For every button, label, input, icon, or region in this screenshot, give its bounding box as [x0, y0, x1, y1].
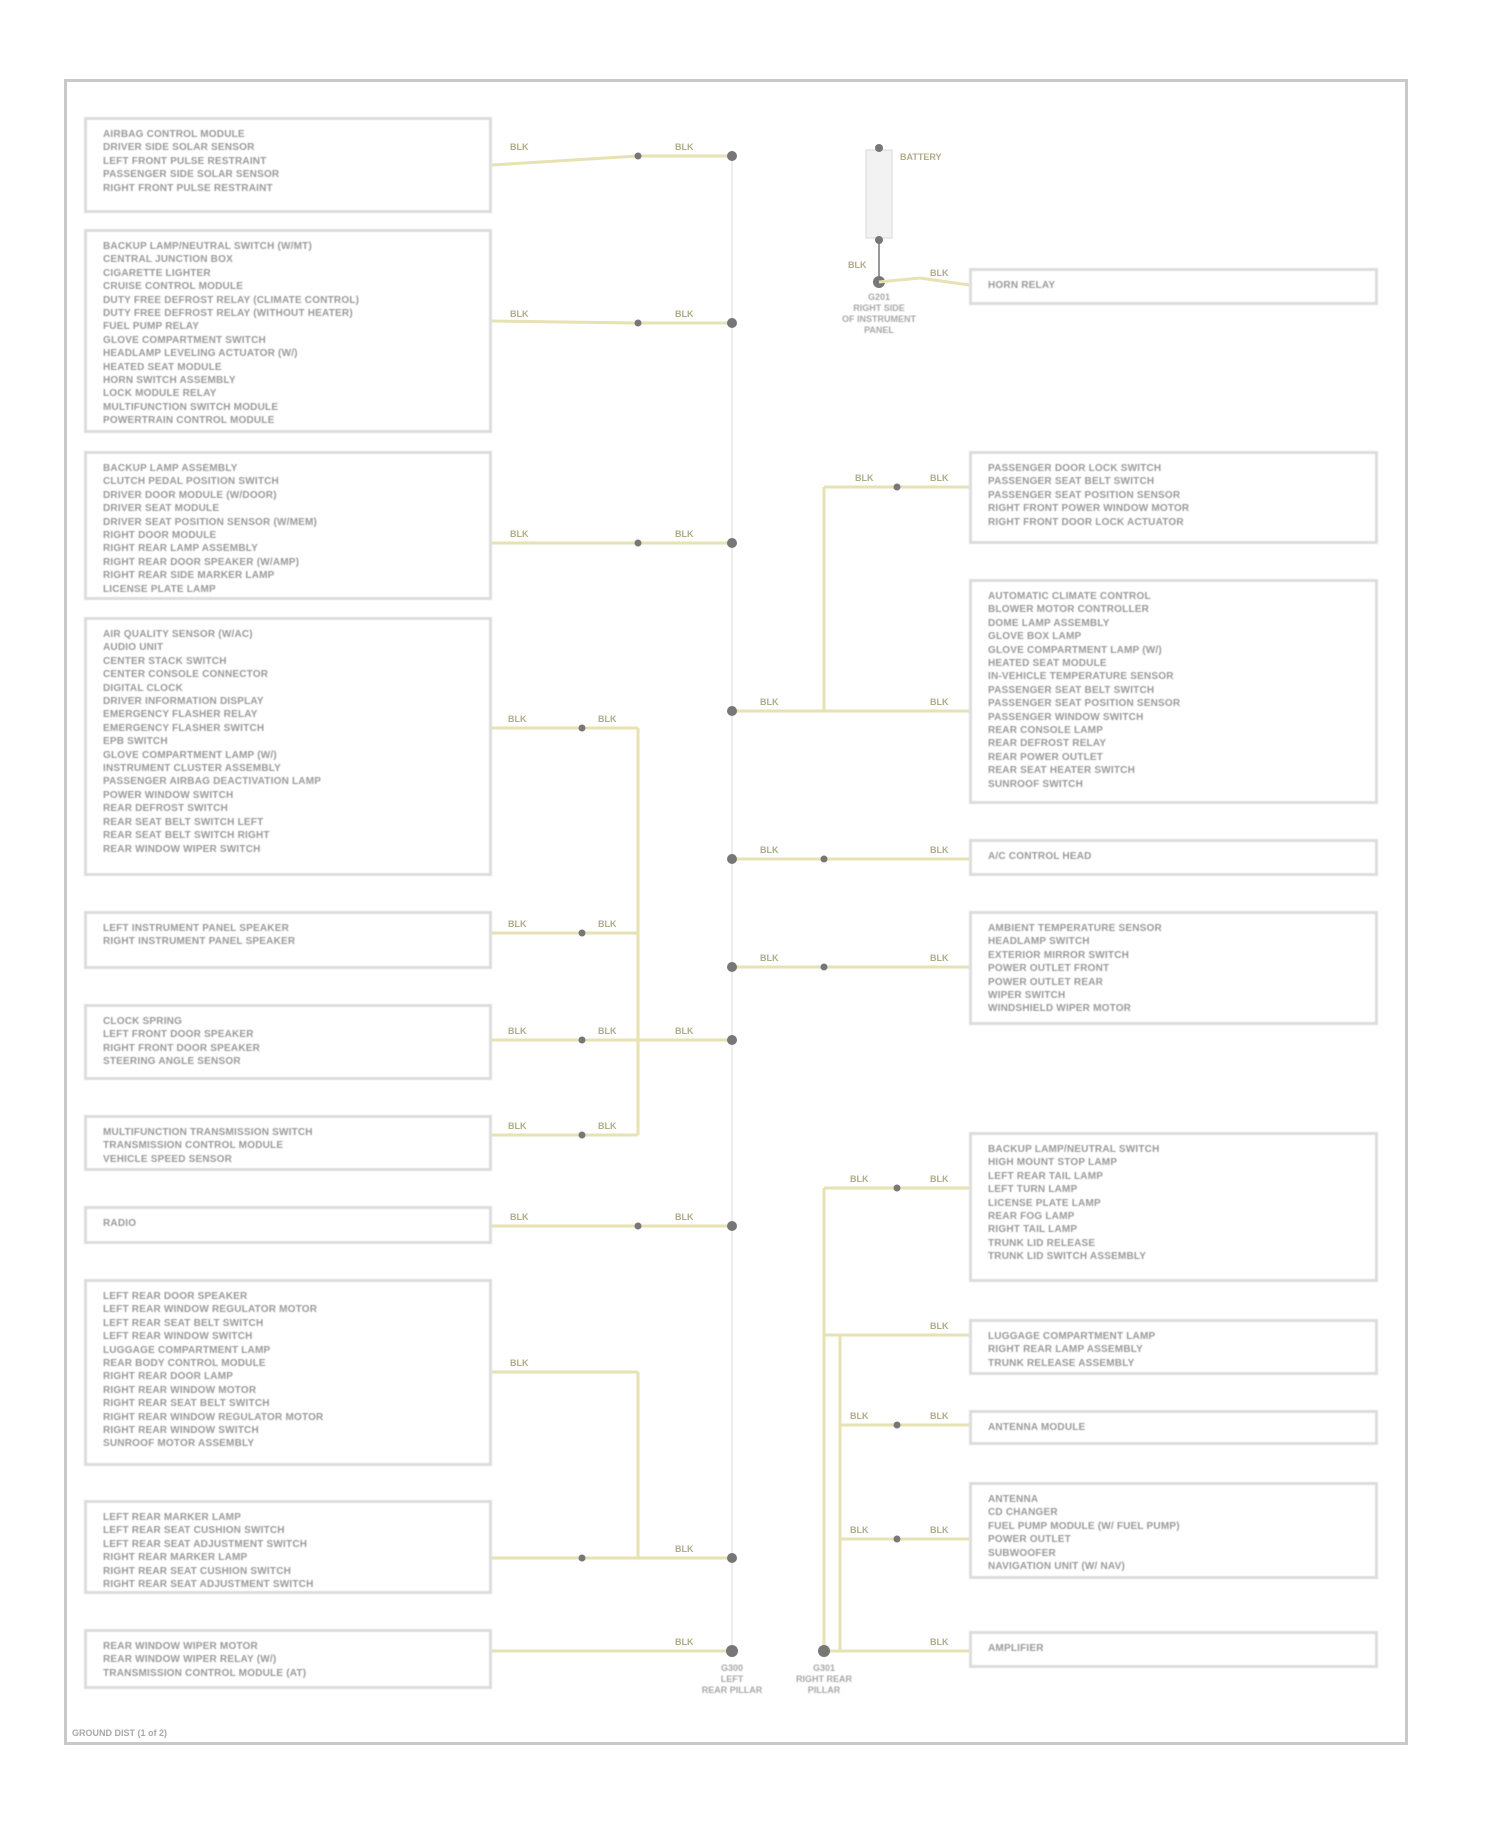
component-name: POWER WINDOW SWITCH — [103, 789, 234, 801]
component-name: RIGHT INSTRUMENT PANEL SPEAKER — [103, 936, 296, 948]
wire-color-label: BLK — [510, 309, 529, 319]
ground-label-line: RIGHT REAR — [796, 1674, 852, 1684]
component-box — [84, 117, 492, 213]
ground-label — [824, 292, 934, 336]
component-name: RIGHT REAR DOOR LAMP — [103, 1371, 234, 1383]
component-name: LEFT FRONT PULSE RESTRAINT — [103, 155, 267, 167]
component-name: EXTERIOR MIRROR SWITCH — [988, 949, 1130, 961]
bus-junction-dot — [727, 706, 737, 716]
component-name: RIGHT REAR SEAT CUSHION SWITCH — [103, 1565, 292, 1577]
wire-color-label: BLK — [598, 1026, 617, 1036]
component-name: CLUTCH PEDAL POSITION SWITCH — [103, 476, 279, 488]
component-name: RIGHT REAR SIDE MARKER LAMP — [103, 570, 275, 582]
component-name: GLOVE COMPARTMENT SWITCH — [103, 334, 266, 346]
wire-color-label: BLK — [850, 1525, 869, 1535]
component-box — [84, 229, 492, 433]
wire-color-label: BLK — [850, 1411, 869, 1421]
component-name: LEFT INSTRUMENT PANEL SPEAKER — [103, 923, 289, 934]
component-box — [969, 1319, 1378, 1375]
wire-color-label: BLK — [598, 919, 617, 929]
component-name: REAR SEAT BELT SWITCH RIGHT — [103, 830, 270, 842]
component-name: TRUNK LID SWITCH ASSEMBLY — [988, 1251, 1147, 1263]
splice-dot — [821, 964, 828, 971]
component-name: RIGHT REAR MARKER LAMP — [103, 1552, 248, 1564]
wire-color-label: BLK — [760, 845, 779, 855]
splice-dot — [579, 1555, 586, 1562]
wire-color-label: BLK — [930, 1174, 949, 1184]
component-name: RIGHT FRONT PULSE RESTRAINT — [103, 182, 273, 194]
component-name: GLOVE COMPARTMENT LAMP (W/) — [103, 749, 277, 761]
component-name: ANTENNA — [988, 1494, 1039, 1505]
component-name: RIGHT FRONT POWER WINDOW MOTOR — [988, 503, 1190, 515]
component-name: RIGHT REAR LAMP ASSEMBLY — [103, 543, 259, 555]
wire — [492, 156, 638, 165]
component-name: RIGHT TAIL LAMP — [988, 1224, 1078, 1236]
wire — [492, 321, 638, 323]
component-box — [969, 451, 1378, 544]
splice-dot — [821, 856, 828, 863]
wire-color-label: BLK — [675, 1544, 694, 1554]
component-name: LOCK MODULE RELAY — [103, 388, 217, 400]
wire-color-label: BLK — [675, 309, 694, 319]
wire-color-label: BLK — [930, 845, 949, 855]
component-name: HORN RELAY — [988, 280, 1056, 291]
component-name: RIGHT REAR DOOR SPEAKER (W/AMP) — [103, 556, 300, 568]
bus-junction-dot — [727, 1221, 737, 1231]
component-box — [84, 911, 492, 969]
wire-color-label: BLK — [930, 697, 949, 707]
wire-color-label: BLK — [675, 1212, 694, 1222]
wire-color-label: BLK — [508, 919, 527, 929]
wire-color-label: BLK — [508, 714, 527, 724]
component-name: HEADLAMP SWITCH — [988, 936, 1090, 948]
component-name: DOME LAMP ASSEMBLY — [988, 617, 1110, 629]
ground-label-line: G301 — [812, 1663, 836, 1673]
component-name: SUNROOF MOTOR ASSEMBLY — [103, 1438, 255, 1450]
component-name: EMERGENCY FLASHER SWITCH — [103, 722, 265, 734]
component-name: CRUISE CONTROL MODULE — [103, 281, 244, 293]
component-name: WINDSHIELD WIPER MOTOR — [988, 1003, 1132, 1015]
ground-symbol-icon — [818, 1645, 830, 1657]
component-name: RIGHT REAR SEAT ADJUSTMENT SWITCH — [103, 1579, 314, 1591]
component-name: BLOWER MOTOR CONTROLLER — [988, 604, 1150, 616]
wire-color-label: BLK — [510, 1358, 529, 1368]
component-name: POWER OUTLET REAR — [988, 976, 1104, 988]
component-name: REAR DEFROST SWITCH — [103, 803, 228, 815]
component-name: LEFT REAR SEAT CUSHION SWITCH — [103, 1525, 285, 1537]
wire — [879, 278, 920, 282]
component-box — [84, 1500, 492, 1594]
component-box — [969, 1410, 1378, 1445]
component-name: LEFT REAR SEAT BELT SWITCH — [103, 1317, 264, 1329]
component-name: NAVIGATION UNIT (W/ NAV) — [988, 1561, 1126, 1573]
splice-dot — [894, 1422, 901, 1429]
component-name: PASSENGER SEAT POSITION SENSOR — [988, 698, 1181, 710]
cable-label: BLK — [848, 260, 867, 270]
component-name: A/C CONTROL HEAD — [988, 851, 1092, 862]
wire-color-label: BLK — [930, 268, 949, 278]
component-name: AMPLIFIER — [988, 1643, 1044, 1654]
component-name: HEATED SEAT MODULE — [103, 361, 222, 373]
component-name: LUGGAGE COMPARTMENT LAMP — [988, 1331, 1156, 1342]
component-name: WIPER SWITCH — [988, 990, 1066, 1002]
component-name: DRIVER INFORMATION DISPLAY — [103, 696, 264, 708]
component-name: REAR WINDOW WIPER MOTOR — [103, 1641, 258, 1652]
component-name: PASSENGER AIRBAG DEACTIVATION LAMP — [103, 776, 322, 788]
component-name: LEFT TURN LAMP — [988, 1184, 1078, 1196]
component-name: CENTRAL JUNCTION BOX — [103, 254, 233, 266]
component-name: DRIVER SEAT MODULE — [103, 503, 220, 515]
component-name: POWERTRAIN CONTROL MODULE — [103, 415, 275, 427]
component-box — [969, 579, 1378, 804]
splice-dot — [579, 1037, 586, 1044]
component-name: RIGHT REAR SEAT BELT SWITCH — [103, 1398, 270, 1410]
component-name: DUTY FREE DEFROST RELAY (WITHOUT HEATER) — [103, 308, 353, 320]
component-name: GLOVE BOX LAMP — [988, 631, 1082, 643]
component-name: SUBWOOFER — [988, 1547, 1056, 1559]
component-name: AIRBAG CONTROL MODULE — [103, 129, 245, 140]
component-box — [84, 1279, 492, 1466]
component-name: DRIVER SIDE SOLAR SENSOR — [103, 142, 255, 154]
battery-icon — [866, 150, 892, 238]
component-name: REAR WINDOW WIPER SWITCH — [103, 843, 261, 855]
wire-color-label: BLK — [930, 473, 949, 483]
component-name: AIR QUALITY SENSOR (W/AC) — [103, 629, 253, 640]
component-name: CIGARETTE LIGHTER — [103, 267, 211, 279]
component-name: GLOVE COMPARTMENT LAMP (W/) — [988, 644, 1162, 656]
component-name: LEFT REAR WINDOW SWITCH — [103, 1331, 253, 1343]
component-name: LEFT REAR DOOR SPEAKER — [103, 1291, 248, 1302]
component-name: HIGH MOUNT STOP LAMP — [988, 1157, 1118, 1169]
wire-color-label: BLK — [508, 1026, 527, 1036]
component-name: AUDIO UNIT — [103, 642, 164, 654]
bus-junction-dot — [727, 1035, 737, 1045]
splice-dot — [579, 930, 586, 937]
component-name: REAR POWER OUTLET — [988, 751, 1104, 763]
bus-junction-dot — [727, 962, 737, 972]
component-name: RADIO — [103, 1218, 137, 1229]
splice-dot — [894, 484, 901, 491]
component-name: PASSENGER SEAT BELT SWITCH — [988, 476, 1155, 488]
component-name: TRUNK LID RELEASE — [988, 1237, 1096, 1249]
component-name: REAR SEAT HEATER SWITCH — [988, 765, 1136, 777]
wire-color-label: BLK — [930, 1321, 949, 1331]
component-name: RIGHT DOOR MODULE — [103, 530, 217, 542]
wire-color-label: BLK — [510, 142, 529, 152]
component-name: PASSENGER SIDE SOLAR SENSOR — [103, 169, 280, 181]
wire-color-label: BLK — [855, 473, 874, 483]
wire-color-label: BLK — [675, 529, 694, 539]
component-name: RIGHT REAR LAMP ASSEMBLY — [988, 1344, 1144, 1356]
component-name: IN-VEHICLE TEMPERATURE SENSOR — [988, 671, 1174, 683]
component-name: FUEL PUMP RELAY — [103, 321, 200, 333]
wire-color-label: BLK — [930, 953, 949, 963]
component-name: PASSENGER DOOR LOCK SWITCH — [988, 463, 1162, 474]
component-name: EPB SWITCH — [103, 736, 168, 748]
component-name: TRANSMISSION CONTROL MODULE (AT) — [103, 1667, 307, 1679]
component-name: HEATED SEAT MODULE — [988, 658, 1107, 670]
component-name: REAR DEFROST RELAY — [988, 738, 1107, 750]
component-name: REAR CONSOLE LAMP — [988, 725, 1104, 737]
component-name: STEERING ANGLE SENSOR — [103, 1056, 241, 1068]
component-name: PASSENGER SEAT BELT SWITCH — [988, 684, 1155, 696]
bus-junction-dot — [727, 538, 737, 548]
component-name: MULTIFUNCTION SWITCH MODULE — [103, 401, 279, 413]
component-name: DRIVER SEAT POSITION SENSOR (W/MEM) — [103, 516, 318, 528]
component-name: BACKUP LAMP/NEUTRAL SWITCH — [988, 1144, 1160, 1155]
component-box — [84, 1629, 492, 1689]
bus-junction-dot — [727, 854, 737, 864]
component-box — [84, 451, 492, 600]
splice-dot — [635, 1223, 642, 1230]
component-box — [84, 1115, 492, 1171]
component-name: RIGHT FRONT DOOR LOCK ACTUATOR — [988, 516, 1184, 528]
ground-label — [769, 1663, 879, 1696]
component-name: LEFT REAR MARKER LAMP — [103, 1512, 242, 1523]
splice-dot — [875, 144, 883, 152]
component-name: LUGGAGE COMPARTMENT LAMP — [103, 1344, 271, 1356]
component-name: RIGHT REAR WINDOW SWITCH — [103, 1425, 259, 1437]
ground-label-line: G201 — [867, 292, 891, 302]
ground-label-line: OF INSTRUMENT — [842, 314, 916, 324]
component-name: PASSENGER SEAT POSITION SENSOR — [988, 489, 1181, 501]
component-box — [969, 268, 1378, 305]
bus-junction-dot — [727, 318, 737, 328]
component-box — [969, 1132, 1378, 1282]
wire-color-label: BLK — [850, 1174, 869, 1184]
wire-color-label: BLK — [760, 697, 779, 707]
splice-dot — [894, 1185, 901, 1192]
wire-color-label: BLK — [675, 142, 694, 152]
component-label: BATTERY — [900, 152, 942, 162]
component-name: ANTENNA MODULE — [988, 1422, 1086, 1433]
ground-label-line: PILLAR — [807, 1685, 841, 1695]
component-name: INSTRUMENT CLUSTER ASSEMBLY — [103, 763, 282, 775]
splice-dot — [635, 153, 642, 160]
component-name: LEFT REAR SEAT ADJUSTMENT SWITCH — [103, 1538, 308, 1550]
component-name: REAR SEAT BELT SWITCH LEFT — [103, 816, 264, 828]
component-name: LEFT REAR TAIL LAMP — [988, 1170, 1104, 1182]
diagram-footer: GROUND DIST (1 of 2) — [72, 1728, 168, 1738]
bus-junction-dot — [727, 1553, 737, 1563]
component-name: MULTIFUNCTION TRANSMISSION SWITCH — [103, 1127, 313, 1138]
component-name: FUEL PUMP MODULE (W/ FUEL PUMP) — [988, 1520, 1180, 1532]
component-name: RIGHT REAR WINDOW MOTOR — [103, 1384, 257, 1396]
component-name: TRUNK RELEASE ASSEMBLY — [988, 1357, 1135, 1369]
splice-dot — [875, 236, 883, 244]
component-name: BACKUP LAMP ASSEMBLY — [103, 463, 238, 474]
component-name: RIGHT REAR WINDOW REGULATOR MOTOR — [103, 1411, 324, 1423]
component-box — [84, 617, 492, 876]
component-name: REAR FOG LAMP — [988, 1211, 1075, 1223]
component-name: RIGHT FRONT DOOR SPEAKER — [103, 1042, 261, 1054]
wire-color-label: BLK — [508, 1121, 527, 1131]
component-box — [969, 1482, 1378, 1579]
wire-color-label: BLK — [760, 953, 779, 963]
component-name: EMERGENCY FLASHER RELAY — [103, 709, 258, 721]
wire-color-label: BLK — [930, 1525, 949, 1535]
ground-label-line: LEFT — [720, 1674, 744, 1684]
component-name: LICENSE PLATE LAMP — [103, 583, 216, 595]
wire-color-label: BLK — [675, 1026, 694, 1036]
component-name: CENTER CONSOLE CONNECTOR — [103, 669, 269, 681]
component-name: HEADLAMP LEVELING ACTUATOR (W/) — [103, 348, 298, 360]
component-box — [969, 1631, 1378, 1668]
ground-label-line: RIGHT SIDE — [853, 303, 905, 313]
ground-label-line: PANEL — [864, 325, 894, 335]
splice-dot — [579, 1132, 586, 1139]
splice-dot — [579, 725, 586, 732]
wire-color-label: BLK — [930, 1411, 949, 1421]
component-name: HORN SWITCH ASSEMBLY — [103, 375, 236, 387]
component-name: LEFT FRONT DOOR SPEAKER — [103, 1029, 254, 1041]
component-name: DUTY FREE DEFROST RELAY (CLIMATE CONTROL) — [103, 294, 360, 306]
wire-color-label: BLK — [598, 714, 617, 724]
wire — [920, 278, 969, 285]
component-name: POWER OUTLET — [988, 1534, 1071, 1546]
component-name: PASSENGER WINDOW SWITCH — [988, 711, 1144, 723]
component-name: CD CHANGER — [988, 1507, 1058, 1519]
component-name: LEFT REAR WINDOW REGULATOR MOTOR — [103, 1304, 318, 1316]
ground-label-line: G300 — [720, 1663, 744, 1673]
component-box — [84, 1206, 492, 1244]
bus-junction-dot — [727, 151, 737, 161]
splice-dot — [894, 1536, 901, 1543]
component-name: TRANSMISSION CONTROL MODULE — [103, 1140, 284, 1152]
component-name: LICENSE PLATE LAMP — [988, 1197, 1101, 1209]
splice-dot — [635, 540, 642, 547]
component-name: BACKUP LAMP/NEUTRAL SWITCH (W/MT) — [103, 241, 312, 252]
component-name: REAR WINDOW WIPER RELAY (W/) — [103, 1654, 277, 1666]
component-name: CENTER STACK SWITCH — [103, 655, 227, 667]
component-name: VEHICLE SPEED SENSOR — [103, 1153, 233, 1165]
component-box — [84, 1004, 492, 1080]
component-name: AMBIENT TEMPERATURE SENSOR — [988, 923, 1162, 934]
component-name: REAR BODY CONTROL MODULE — [103, 1358, 266, 1370]
wire-color-label: BLK — [598, 1121, 617, 1131]
component-name: CLOCK SPRING — [103, 1016, 183, 1027]
wire-color-label: BLK — [510, 529, 529, 539]
component-name: DIGITAL CLOCK — [103, 682, 184, 694]
ground-symbol-icon — [726, 1645, 738, 1657]
component-name: AUTOMATIC CLIMATE CONTROL — [988, 591, 1151, 602]
wire-color-label: BLK — [930, 1637, 949, 1647]
component-name: DRIVER DOOR MODULE (W/DOOR) — [103, 489, 277, 501]
splice-dot — [635, 320, 642, 327]
wire-color-label: BLK — [675, 1637, 694, 1647]
component-box — [969, 911, 1378, 1025]
ground-label-line: REAR PILLAR — [701, 1685, 763, 1695]
component-name: SUNROOF SWITCH — [988, 778, 1084, 790]
wire-color-label: BLK — [510, 1212, 529, 1222]
component-name: POWER OUTLET FRONT — [988, 963, 1110, 975]
component-box — [969, 839, 1378, 876]
